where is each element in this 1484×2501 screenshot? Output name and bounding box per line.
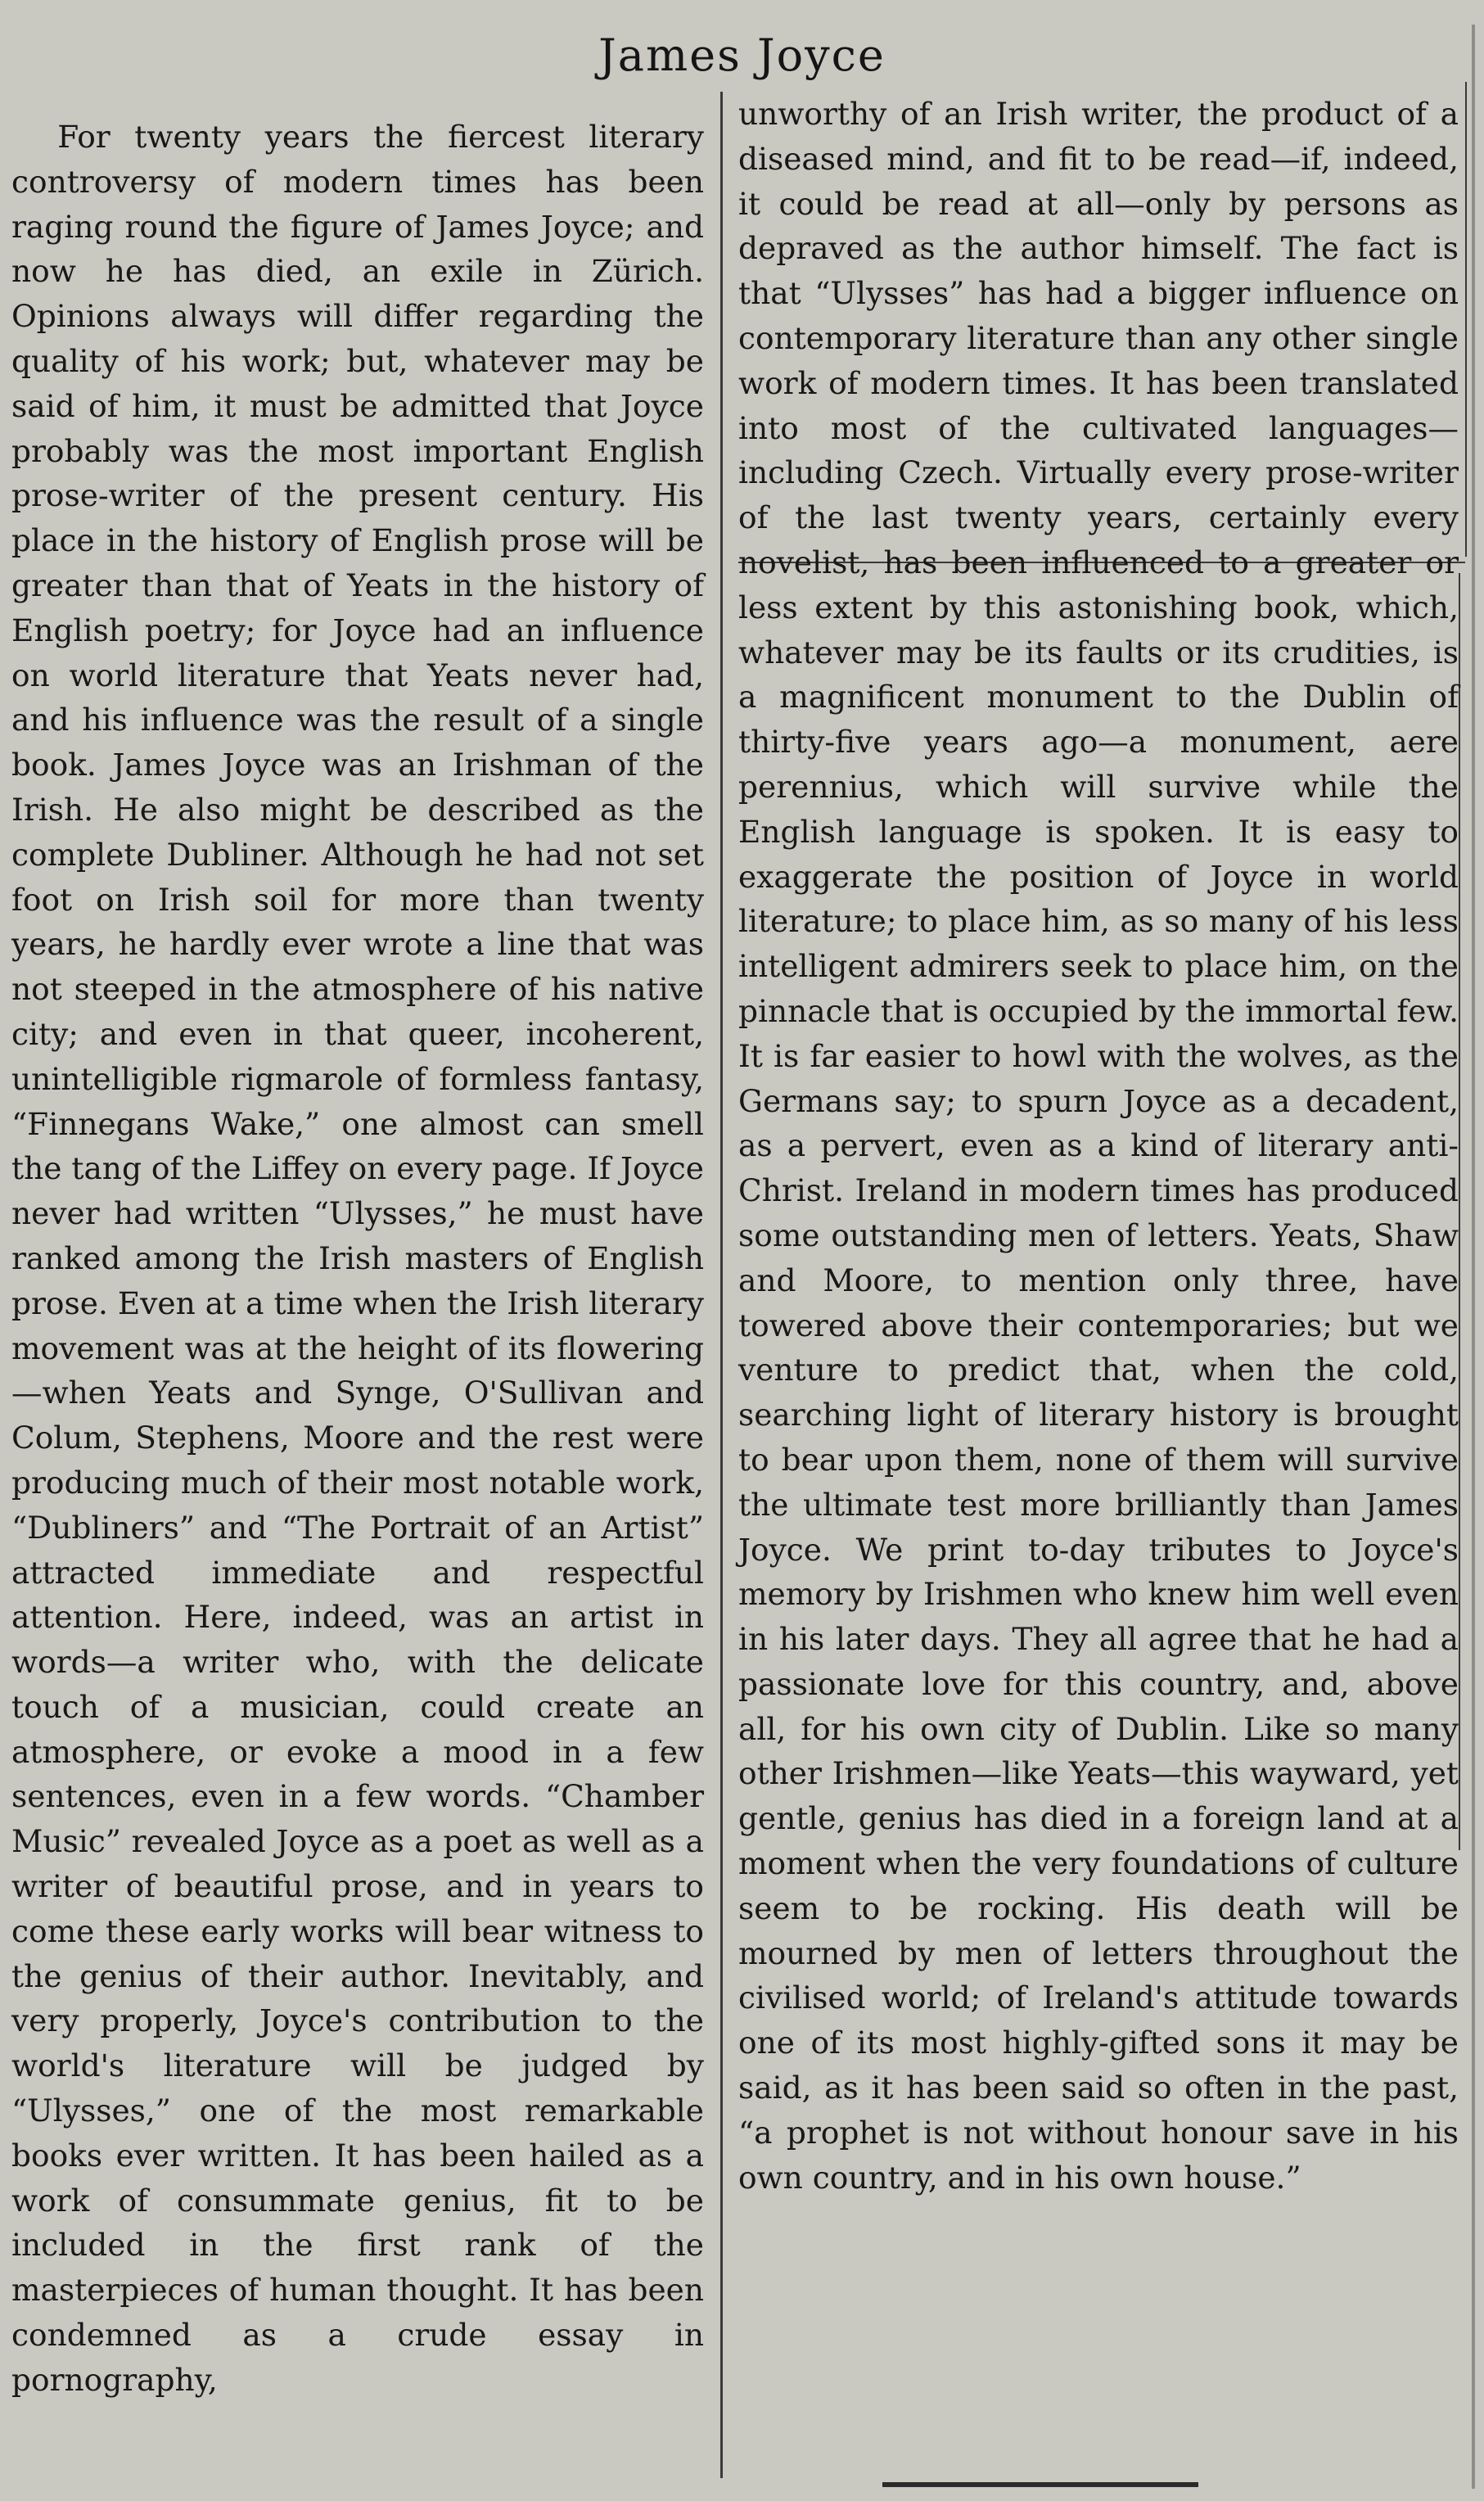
- clipping-edge: [1472, 25, 1475, 2489]
- column-divider: [720, 92, 723, 2478]
- article-title: James Joyce: [598, 29, 886, 81]
- article-column-left: [11, 115, 704, 2472]
- article-paragraph: unworthy of an Irish writer, the product of a diseased mind, and fit to be read—if, indeed, it could be read at all—only by persons as depraved as the author himself. The fact is that “Ulysses” has had a bigger influence on contemporary literature than any other single work of modern times. It has been translated into most of the cultivated languages—including Czech. Virtually every prose-writer of the last twenty years, certainly every novelist, has been influenced to a greater or less extent by this astonishing book, which, whatever may be its faults or its crudities, is a magnificent monument to the Dublin of thirty-five years ago—a monument, aere perennius, which will survive while the English language is spoken. It is easy to exaggerate the position of Joyce in world literature; to place him, as so many of his less intelligent admirers seek to place him, on the pinnacle that is occupied by the immortal few. It is far easier to howl with the wolves, as the Germans say; to spurn Joyce as a decadent, as a pervert, even as a kind of literary anti-Christ. Ireland in modern times has produced some outstanding men of letters. Yeats, Shaw and Moore, to mention only three, have towered above their contemporaries; but we venture to predict that, when the cold, searching light of literary history is brought to bear upon them, none of them will survive the ultimate test more brilliantly than James Joyce. We print to-day tributes to Joyce's memory by Irishmen who knew him well even in his later days. They all agree that he had a passionate love for this country, and, above all, for his own city of Dublin. Like so many other Irishmen—like Yeats—this wayward, yet gentle, genius has died in a foreign land at a moment when the very foundations of culture seem to be rocking. His death will be mourned by men of letters throughout the civilised world; of Ireland's attitude towards one of its most highly-gifted sons it may be said, as it has been said so often in the past, “a prophet is not without honour save in his own country, and in his own house.”: [738, 96, 1459, 2196]
- article-paragraph: For twenty years the fiercest literary controversy of modern times has been raging round the figure of James Joyce; and now he has died, an exile in Zürich. Opinions always will differ regarding the quality of his work; but, whatever may be said of him, it must be admitted that Joyce probably was the most important English prose-writer of the present century. His place in the history of English prose will be greater than that of Yeats in the history of English poetry; for Joyce had an influence on world literature that Yeats never had, and his influence was the result of a single book. James Joyce was an Irishman of the Irish. He also might be described as the complete Dubliner. Although he had not set foot on Irish soil for more than twenty years, he hardly ever wrote a line that was not steeped in the atmosphere of his native city; and even in that queer, incoherent, unintelligible rigmarole of formless fantasy, “Finnegans Wake,” one almost can smell the tang of the Liffey on every page. If Joyce never had written “Ulysses,” he must have ranked among the Irish masters of English prose. Even at a time when the Irish literary movement was at the height of its flowering—when Yeats and Synge, O'Sullivan and Colum, Stephens, Moore and the rest were producing much of their most notable work, “Dubliners” and “The Portrait of an Artist” attracted immediate and respectful attention. Here, indeed, was an artist in words—a writer who, with the delicate touch of a musician, could create an atmosphere, or evoke a mood in a few sentences, even in a few words. “Chamber Music” revealed Joyce as a poet as well as a writer of beautiful prose, and in years to come these early works will bear witness to the genius of their author. Inevitably, and very properly, Joyce's contribution to the world's literature will be judged by “Ulysses,” one of the most remarkable books ever written. It has been hailed as a work of consummate genius, fit to be included in the first rank of the masterpieces of human thought. It has been condemned as a crude essay in pornography,: [11, 119, 704, 2398]
- column-border: [1465, 82, 1467, 557]
- article-column-right: [738, 92, 1459, 2466]
- closing-rule: [882, 2482, 1198, 2487]
- column-border: [1459, 573, 1460, 1850]
